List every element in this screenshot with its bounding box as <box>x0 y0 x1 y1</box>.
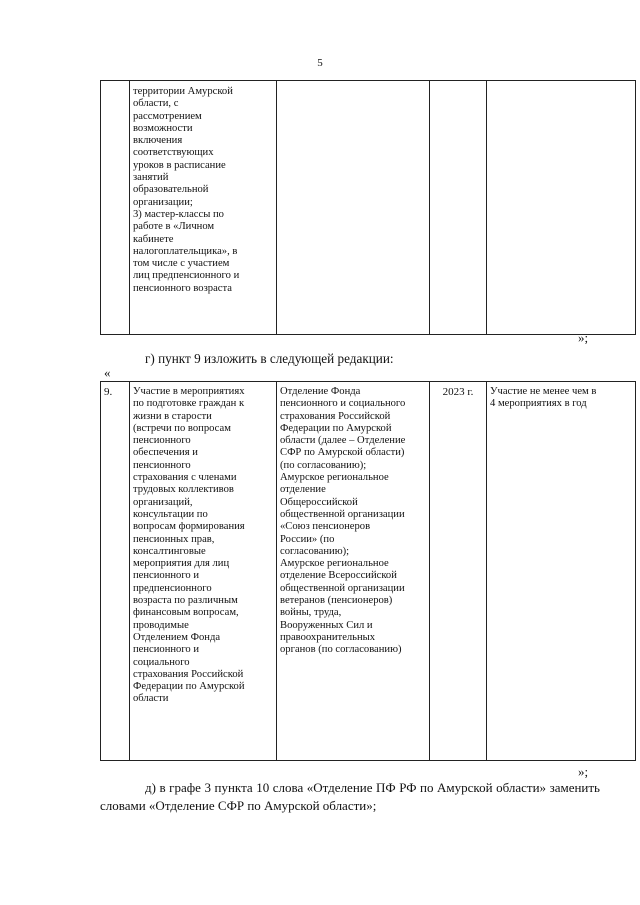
cell-executors: Отделение Фонда пенсионного и социального страхования Российской Федерации по Амурской области (далее – Отделение СФР по Амурской области) (по согласованию); Амурское региональное отделение Общероссийской общественной организации «Союз пенсионеров России» (по согласованию); Амурское региональное отделение Всероссийской общественной организации ветеранов (пенсионеров) войны, труда, Вооруженных Сил и правоохранительных органов (по согласованию) <box>277 382 430 761</box>
cell-year: 2023 г. <box>430 382 487 761</box>
cell-executors <box>277 81 430 335</box>
table-row <box>101 382 636 761</box>
cell-number: 9. <box>101 382 130 761</box>
cell-activity: территории Амурской области, с рассмотрением возможности включения соответствующих уроков в расписание занятий образовательной организации; 3) мастер-классы по работе в «Личном кабинете налогоплательщика», в том числе с участием лиц предпенсионного и пенсионного возраста <box>130 81 277 335</box>
closing-quote: »; <box>578 764 589 779</box>
cell-year <box>430 81 487 335</box>
closing-quote: »; <box>578 330 589 345</box>
cell-number <box>101 81 130 335</box>
cell-activity: Участие в мероприятиях по подготовке граждан к жизни в старости (встречи по вопросам пенсионного обеспечения и пенсионного страхования с членами трудовых коллективов организаций, консультации по вопросам формирования пенсионных прав, консалтинговые мероприятия для лиц пенсионного и предпенсионного возраста по различным финансовым вопросам, проводимые Отделением Фонда пенсионного и социального страхования Российской Федерации по Амурской области <box>130 382 277 761</box>
cell-result <box>487 81 636 335</box>
paragraph-d: д) в графе 3 пункта 10 слова «Отделение ПФ РФ по Амурской области» заменить словами «Отделение СФР по Амурской области»; <box>100 780 600 813</box>
page-number: 5 <box>317 57 323 69</box>
paragraph-g: г) пункт 9 изложить в следующей редакции: <box>145 351 394 366</box>
opening-quote: « <box>104 365 111 380</box>
table-item-9 <box>100 381 636 761</box>
table-row <box>101 81 636 335</box>
cell-result: Участие не менее чем в 4 мероприятиях в год <box>487 382 636 761</box>
table-continuation <box>100 80 636 335</box>
